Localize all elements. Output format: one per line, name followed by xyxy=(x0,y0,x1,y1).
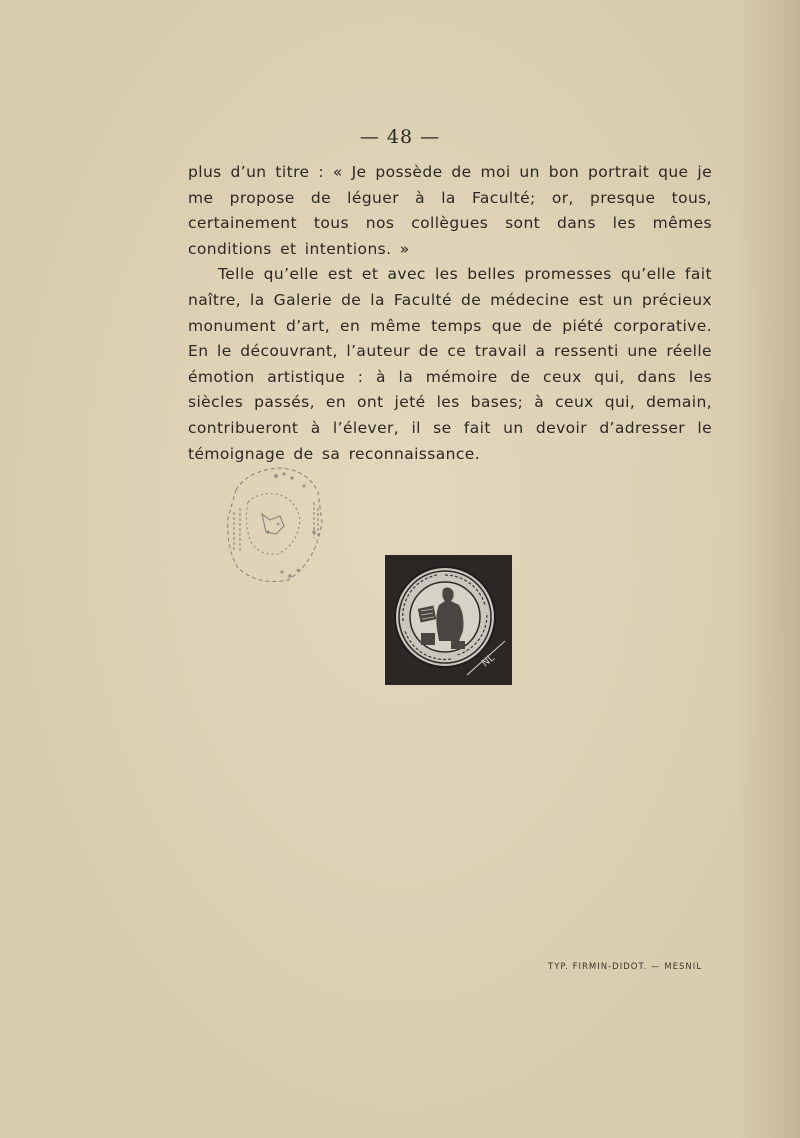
page-number: — 48 — xyxy=(359,126,441,148)
paragraph-1: plus d’un titre : « Je possède de moi un bon portrait que je me propose de léguer à la Faculté; or, presque tous, certainement tous nos collègues sont dans les mêmes conditions et intentions. » xyxy=(188,163,712,258)
body-text xyxy=(188,160,712,467)
seal-vignette xyxy=(385,555,512,685)
library-stamp-icon xyxy=(218,462,328,592)
printer-colophon: TYP. FIRMIN-DIDOT. — MESNIL xyxy=(548,962,702,972)
paragraph-2: Telle qu’elle est et avec les belles promesses qu’elle fait naître, la Galerie de la Faculté de médecine est un précieux monument d’art, en même temps que de piété corporative. En le découvrant, l’auteur de ce travail a ressenti une réelle émotion artistique : à la mémoire de ceux qui, dans les siècles passés, en ont jeté les bases; à ceux qui, demain, contribueront à l’élever, il se fait un devoir d’adresser le témoignage de sa reconnaissance. xyxy=(188,265,712,463)
medieval-seal-icon xyxy=(385,555,512,685)
seal-monogram: NL xyxy=(479,652,497,670)
